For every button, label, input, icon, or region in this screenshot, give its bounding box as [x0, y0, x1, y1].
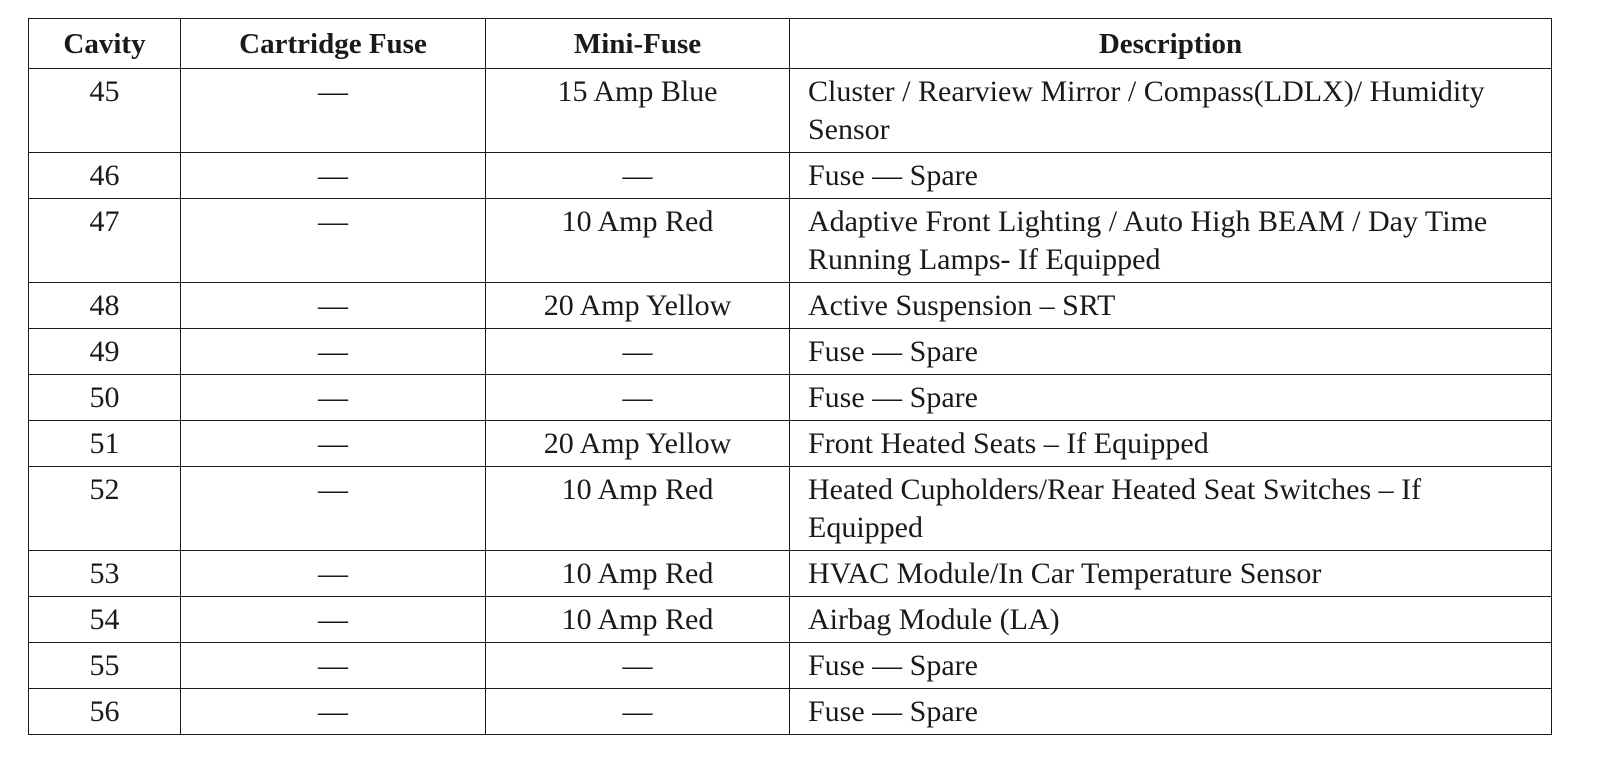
mini-fuse-cell: 20 Amp Yellow — [486, 421, 790, 467]
description-cell: Fuse — Spare — [790, 329, 1552, 375]
mini-fuse-cell: — — [486, 153, 790, 199]
cavity-cell: 54 — [29, 597, 181, 643]
mini-fuse-cell: 10 Amp Red — [486, 467, 790, 551]
cartridge-fuse-cell: — — [181, 283, 486, 329]
mini-fuse-cell: 15 Amp Blue — [486, 69, 790, 153]
cartridge-fuse-cell: — — [181, 199, 486, 283]
cavity-cell: 55 — [29, 643, 181, 689]
mini-fuse-cell: 10 Amp Red — [486, 199, 790, 283]
mini-fuse-cell: — — [486, 643, 790, 689]
cavity-cell: 51 — [29, 421, 181, 467]
cartridge-fuse-cell: — — [181, 69, 486, 153]
description-cell: Airbag Module (LA) — [790, 597, 1552, 643]
mini-fuse-cell: — — [486, 375, 790, 421]
header-mini-fuse: Mini-Fuse — [486, 19, 790, 69]
cavity-cell: 49 — [29, 329, 181, 375]
header-cartridge-fuse: Cartridge Fuse — [181, 19, 486, 69]
table-row — [29, 551, 1552, 597]
table-row — [29, 283, 1552, 329]
fuse-table — [28, 18, 1552, 735]
header-cavity: Cavity — [29, 19, 181, 69]
cavity-cell: 50 — [29, 375, 181, 421]
cartridge-fuse-cell: — — [181, 643, 486, 689]
cartridge-fuse-cell: — — [181, 421, 486, 467]
mini-fuse-cell: 10 Amp Red — [486, 597, 790, 643]
description-cell: Fuse — Spare — [790, 643, 1552, 689]
description-cell: Cluster / Rearview Mirror / Compass(LDLX)/ Humidity Sensor — [790, 69, 1552, 153]
description-cell: Fuse — Spare — [790, 689, 1552, 735]
cartridge-fuse-cell: — — [181, 551, 486, 597]
cartridge-fuse-cell: — — [181, 153, 486, 199]
table-row — [29, 69, 1552, 153]
cavity-cell: 52 — [29, 467, 181, 551]
cavity-cell: 53 — [29, 551, 181, 597]
description-cell: Adaptive Front Lighting / Auto High BEAM / Day Time Running Lamps- If Equipped — [790, 199, 1552, 283]
cartridge-fuse-cell: — — [181, 467, 486, 551]
table-row — [29, 329, 1552, 375]
mini-fuse-cell: — — [486, 329, 790, 375]
description-cell: HVAC Module/In Car Temperature Sensor — [790, 551, 1552, 597]
header-description: Description — [790, 19, 1552, 69]
table-row — [29, 375, 1552, 421]
mini-fuse-cell: 20 Amp Yellow — [486, 283, 790, 329]
table-row — [29, 597, 1552, 643]
cartridge-fuse-cell: — — [181, 597, 486, 643]
description-cell: Front Heated Seats – If Equipped — [790, 421, 1552, 467]
table-row — [29, 643, 1552, 689]
cavity-cell: 47 — [29, 199, 181, 283]
table-row — [29, 689, 1552, 735]
description-cell: Fuse — Spare — [790, 153, 1552, 199]
cavity-cell: 46 — [29, 153, 181, 199]
cavity-cell: 48 — [29, 283, 181, 329]
table-row — [29, 153, 1552, 199]
cartridge-fuse-cell: — — [181, 329, 486, 375]
description-cell: Fuse — Spare — [790, 375, 1552, 421]
description-cell: Active Suspension – SRT — [790, 283, 1552, 329]
cartridge-fuse-cell: — — [181, 689, 486, 735]
cavity-cell: 45 — [29, 69, 181, 153]
table-row — [29, 199, 1552, 283]
cavity-cell: 56 — [29, 689, 181, 735]
table-row — [29, 421, 1552, 467]
mini-fuse-cell: — — [486, 689, 790, 735]
description-cell: Heated Cupholders/Rear Heated Seat Switches – If Equipped — [790, 467, 1552, 551]
mini-fuse-cell: 10 Amp Red — [486, 551, 790, 597]
table-row — [29, 467, 1552, 551]
table-header-row — [29, 19, 1552, 69]
cartridge-fuse-cell: — — [181, 375, 486, 421]
